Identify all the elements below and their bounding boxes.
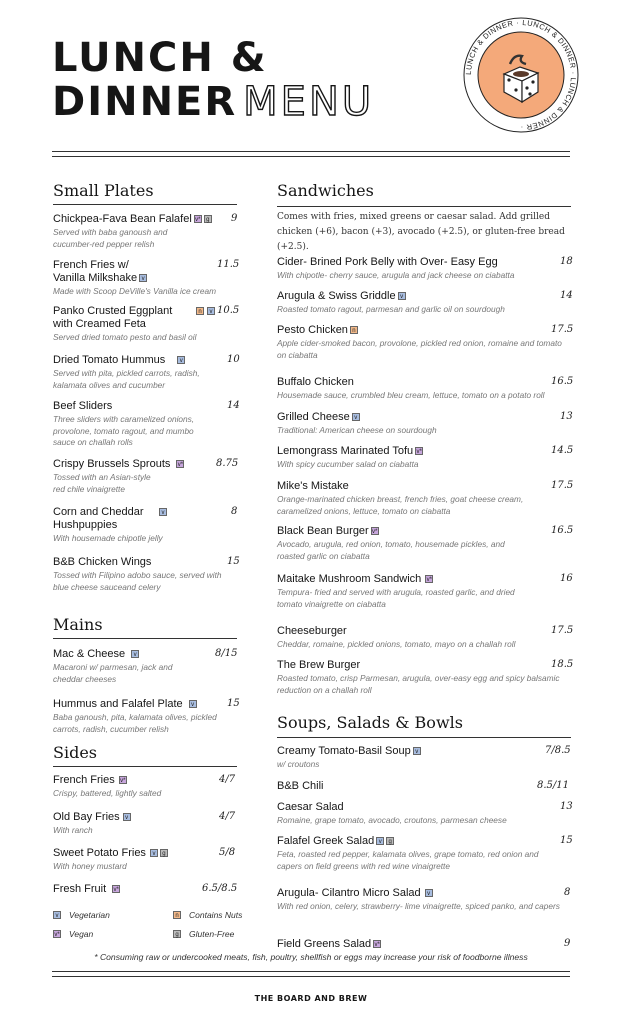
item-name: French Fries w/ Vanilla Milkshake bbox=[53, 259, 138, 284]
item-name: Corn and Cheddar Hushpuppies bbox=[53, 506, 144, 531]
item-desc: Feta, roasted red pepper, kalamata olives, grape tomato, red onion and capers on field greens with red wine vinaigrette bbox=[277, 849, 539, 871]
item-price: 10 bbox=[227, 354, 240, 365]
item-name: Panko Crusted Eggplant with Creamed Feta bbox=[53, 305, 173, 330]
item-desc: With chipotle- cherry sauce, arugula and jack cheese on ciabatta bbox=[277, 270, 515, 280]
item-desc: Served with baba ganoush and cucumber-red pepper relish bbox=[53, 227, 168, 249]
list-item bbox=[277, 480, 574, 517]
title-line-1: LUNCH & bbox=[52, 35, 268, 81]
item-price: 7/8.5 bbox=[545, 745, 571, 756]
brand-logo: THE BOARD AND BREW bbox=[254, 994, 368, 1003]
vegetarian-tag: v bbox=[189, 700, 197, 708]
legend-gluten-free: g Gluten-Free bbox=[173, 929, 234, 939]
title-line-2 bbox=[52, 80, 374, 124]
item-name: Hummus and Falafel Plate bbox=[53, 698, 183, 710]
item-desc: Avocado, arugula, red onion, tomato, housemade pickles, and roasted garlic on ciabatta bbox=[277, 539, 505, 561]
list-item bbox=[277, 938, 571, 951]
sides-heading: Sides bbox=[53, 743, 97, 762]
item-price: 4/7 bbox=[219, 811, 236, 822]
top-rule-2 bbox=[52, 156, 570, 157]
vegan-tag: v* bbox=[426, 577, 432, 583]
nuts-tag: n bbox=[196, 307, 204, 315]
item-desc: Roasted tomato ragout, parmesan and garlic oil on sourdough bbox=[277, 304, 505, 314]
item-price: 9 bbox=[231, 213, 238, 224]
item-desc: Housemade sauce, crumbled bleu cream, lettuce, tomato on a potato roll bbox=[277, 390, 545, 400]
sandwiches-heading: Sandwiches bbox=[277, 181, 374, 200]
gluten-free-tag: g bbox=[160, 849, 168, 857]
vegan-tag: v* bbox=[177, 462, 184, 468]
item-desc: With spicy cucumber salad on ciabatta bbox=[277, 459, 419, 469]
item-price: 16.5 bbox=[551, 525, 574, 536]
vegan-tag: v* bbox=[120, 778, 126, 784]
soups-rule bbox=[277, 737, 571, 738]
list-item bbox=[277, 745, 571, 771]
legend-vegan: v* Vegan bbox=[54, 929, 94, 939]
title-dinner: DINNER bbox=[52, 79, 238, 125]
item-desc: Roasted tomato, crisp Parmesan, arugula, over-easy egg and spicy balsamic reduction on a challah roll bbox=[277, 673, 560, 695]
vegetarian-tag: v bbox=[123, 813, 131, 821]
item-desc: Made with Scoop DeVille's Vanilla ice cream bbox=[53, 286, 216, 296]
nuts-tag: n bbox=[173, 911, 181, 919]
item-desc: Traditional: American cheese on sourdough bbox=[277, 425, 437, 435]
item-price: 8 bbox=[564, 887, 571, 898]
item-name: Arugula- Cilantro Micro Salad bbox=[277, 887, 421, 899]
item-desc: w/ croutons bbox=[277, 759, 320, 769]
list-item bbox=[277, 780, 571, 793]
item-price: 16.5 bbox=[551, 376, 574, 387]
vegetarian-tag: v bbox=[139, 274, 147, 282]
list-item bbox=[53, 847, 237, 873]
list-item bbox=[277, 573, 571, 610]
item-desc: With honey mustard bbox=[53, 861, 127, 871]
list-item bbox=[53, 883, 237, 896]
legend-vegetarian: v Vegetarian bbox=[53, 910, 110, 920]
list-item bbox=[277, 324, 574, 361]
vegetarian-tag: v bbox=[425, 889, 433, 897]
list-item bbox=[53, 556, 240, 593]
vegetarian-tag: v bbox=[398, 292, 406, 300]
vegetarian-tag: v bbox=[376, 837, 384, 845]
item-price: 9 bbox=[564, 938, 571, 949]
item-name: Caesar Salad bbox=[277, 801, 344, 813]
item-desc: Tossed with Filipino adobo sauce, served with blue cheese sauceand celery bbox=[53, 570, 222, 592]
small-plates-heading: Small Plates bbox=[53, 181, 154, 200]
vegetarian-tag: v bbox=[177, 356, 185, 364]
list-item bbox=[53, 305, 240, 344]
soups-heading: Soups, Salads & Bowls bbox=[277, 713, 463, 732]
item-name: Crispy Brussels Sprouts bbox=[53, 458, 171, 470]
item-price: 6.5/8.5 bbox=[202, 883, 238, 894]
item-name: Creamy Tomato-Basil Soup bbox=[277, 745, 411, 757]
item-name: Sweet Potato Fries bbox=[53, 847, 146, 859]
item-desc: With ranch bbox=[53, 825, 93, 835]
item-name: Cheeseburger bbox=[277, 625, 347, 637]
item-name: Beef Sliders bbox=[53, 400, 113, 412]
vegetarian-tag: v bbox=[159, 508, 167, 516]
list-item bbox=[53, 648, 237, 685]
item-price: 18 bbox=[560, 256, 573, 267]
item-price: 8.75 bbox=[216, 458, 239, 469]
list-item bbox=[277, 256, 571, 282]
item-name: Lemongrass Marinated Tofu bbox=[277, 445, 414, 457]
list-item bbox=[53, 698, 240, 735]
item-name: Mike's Mistake bbox=[277, 480, 349, 492]
item-desc: With housemade chipotle jelly bbox=[53, 533, 163, 543]
list-item bbox=[277, 376, 574, 402]
list-item bbox=[277, 525, 574, 562]
item-desc: Three sliders with caramelized onions, provolone, tomato ragout, and mumbo sauce on challah rolls bbox=[53, 414, 195, 447]
lunch-dinner-badge bbox=[462, 16, 580, 134]
vegetarian-tag: v bbox=[413, 747, 421, 755]
sandwiches-intro: Comes with fries, mixed greens or caesar salad. Add grilled chicken (+6), bacon (+3), avocado (+2.5), or gluten-free bread (+2.5). bbox=[277, 212, 565, 252]
item-name: The Brew Burger bbox=[277, 659, 361, 671]
list-item bbox=[53, 506, 237, 545]
item-desc: Served dried tomato pesto and basil oil bbox=[53, 332, 197, 342]
item-desc: Served with pita, pickled carrots, radish, kalamata olives and cucumber bbox=[53, 368, 200, 390]
item-desc: Macaroni w/ parmesan, jack and cheddar cheeses bbox=[53, 662, 173, 684]
footnote: * Consuming raw or undercooked meats, fish, poultry, shellfish or eggs may increase your risk of foodborne illness bbox=[94, 952, 528, 962]
item-desc: Apple cider-smoked bacon, provolone, pickled red onion, romaine and tomato on ciabatta bbox=[277, 338, 562, 360]
item-price: 15 bbox=[227, 698, 240, 709]
mains-heading: Mains bbox=[53, 615, 103, 634]
item-price: 14.5 bbox=[551, 445, 574, 456]
item-name: B&B Chicken Wings bbox=[53, 556, 152, 568]
small-plates-rule bbox=[53, 204, 237, 205]
vegetarian-tag: v bbox=[131, 650, 139, 658]
list-item bbox=[53, 811, 237, 837]
item-name: Field Greens Salad bbox=[277, 938, 372, 950]
item-name: Pesto Chicken bbox=[277, 324, 348, 336]
bottom-rule-1 bbox=[52, 971, 570, 972]
item-price: 5/8 bbox=[219, 847, 236, 858]
item-name: Cider- Brined Pork Belly with Over- Easy Egg bbox=[277, 256, 498, 268]
item-price: 8 bbox=[231, 506, 238, 517]
vegan-tag: v* bbox=[113, 887, 119, 893]
item-price: 17.5 bbox=[551, 324, 574, 335]
item-name: Maitake Mushroom Sandwich bbox=[277, 573, 422, 585]
item-desc: With red onion, celery, strawberry- lime vinaigrette, spiced panko, and capers bbox=[277, 901, 560, 911]
vegetarian-tag: v bbox=[207, 307, 215, 315]
item-desc: Crispy, battered, lightly salted bbox=[53, 788, 162, 798]
list-item bbox=[277, 290, 571, 316]
item-name: Black Bean Burger bbox=[277, 525, 369, 537]
list-item bbox=[53, 259, 240, 298]
item-price: 8/15 bbox=[215, 648, 238, 659]
vegan-tag: v* bbox=[195, 217, 201, 223]
vegetarian-tag: v bbox=[352, 413, 360, 421]
top-rule-1 bbox=[52, 151, 570, 152]
item-desc: Baba ganoush, pita, kalamata olives, pickled carrots, radish, cucumber relish bbox=[53, 712, 217, 734]
item-name: French Fries bbox=[53, 774, 115, 786]
item-price: 17.5 bbox=[551, 480, 574, 491]
item-desc: Cheddar, romaine, pickled onions, tomato, mayo on a challah roll bbox=[277, 639, 516, 649]
item-name: B&B Chili bbox=[277, 780, 324, 792]
item-name: Chickpea-Fava Bean Falafel bbox=[53, 213, 192, 225]
list-item bbox=[53, 458, 237, 495]
item-name: Dried Tomato Hummus bbox=[53, 354, 166, 366]
item-name: Old Bay Fries bbox=[53, 811, 120, 823]
item-price: 18.5 bbox=[551, 659, 574, 670]
list-item bbox=[277, 445, 574, 471]
item-price: 13 bbox=[560, 411, 573, 422]
vegan-tag: v* bbox=[54, 932, 60, 938]
gluten-free-tag: g bbox=[204, 215, 212, 223]
vegetarian-tag: v bbox=[150, 849, 158, 857]
badge-ring-text: LUNCH & DINNER · LUNCH & DINNER · LUNCH & DINNER · bbox=[463, 17, 579, 133]
list-item bbox=[53, 774, 237, 800]
item-price: 14 bbox=[560, 290, 573, 301]
list-item bbox=[277, 659, 574, 696]
mains-rule bbox=[53, 638, 237, 639]
list-item bbox=[277, 625, 574, 651]
item-price: 4/7 bbox=[219, 774, 236, 785]
item-name: Mac & Cheese bbox=[53, 648, 126, 660]
item-price: 16 bbox=[560, 573, 573, 584]
nuts-tag: n bbox=[350, 326, 358, 334]
item-name: Arugula & Swiss Griddle bbox=[277, 290, 396, 302]
item-desc: Tossed with an Asian-style red chile vinaigrette bbox=[53, 472, 151, 494]
vegan-tag: v* bbox=[374, 942, 380, 948]
sandwiches-rule bbox=[277, 206, 571, 207]
item-price: 15 bbox=[227, 556, 240, 567]
legend-nuts: n Contains Nuts bbox=[173, 910, 242, 920]
item-price: 11.5 bbox=[217, 259, 240, 270]
vegan-tag: v* bbox=[416, 449, 422, 455]
sides-rule bbox=[53, 766, 237, 767]
list-item bbox=[53, 354, 240, 391]
vegan-tag: v* bbox=[372, 529, 378, 535]
list-item bbox=[277, 835, 571, 872]
item-name: Buffalo Chicken bbox=[277, 376, 354, 388]
item-name: Fresh Fruit bbox=[53, 883, 107, 895]
item-desc: Romaine, grape tomato, avocado, croutons, parmesan cheese bbox=[277, 815, 507, 825]
item-price: 8.5/11 bbox=[537, 780, 569, 791]
bottom-rule-2 bbox=[52, 976, 570, 977]
list-item bbox=[277, 801, 571, 827]
item-desc: Tempura- fried and served with arugula, roasted garlic, and dried tomato vinaigrette on ciabatta bbox=[277, 587, 515, 609]
title-menu: MENU bbox=[243, 79, 375, 125]
gluten-free-tag: g bbox=[386, 837, 394, 845]
item-price: 17.5 bbox=[551, 625, 574, 636]
item-desc: Orange-marinated chicken breast, french fries, goat cheese cream, caramelized onions, lettuce, tomato on ciabatta bbox=[277, 494, 524, 516]
item-name: Grilled Cheese bbox=[277, 411, 350, 423]
list-item bbox=[53, 400, 240, 449]
item-price: 10.5 bbox=[217, 305, 240, 316]
list-item bbox=[53, 213, 237, 250]
item-price: 15 bbox=[560, 835, 573, 846]
item-price: 13 bbox=[560, 801, 573, 812]
item-price: 14 bbox=[227, 400, 240, 411]
item-name: Falafel Greek Salad bbox=[277, 835, 375, 847]
list-item bbox=[277, 411, 571, 437]
gluten-free-tag: g bbox=[173, 930, 181, 938]
vegetarian-tag: v bbox=[53, 911, 61, 919]
list-item bbox=[277, 887, 571, 913]
